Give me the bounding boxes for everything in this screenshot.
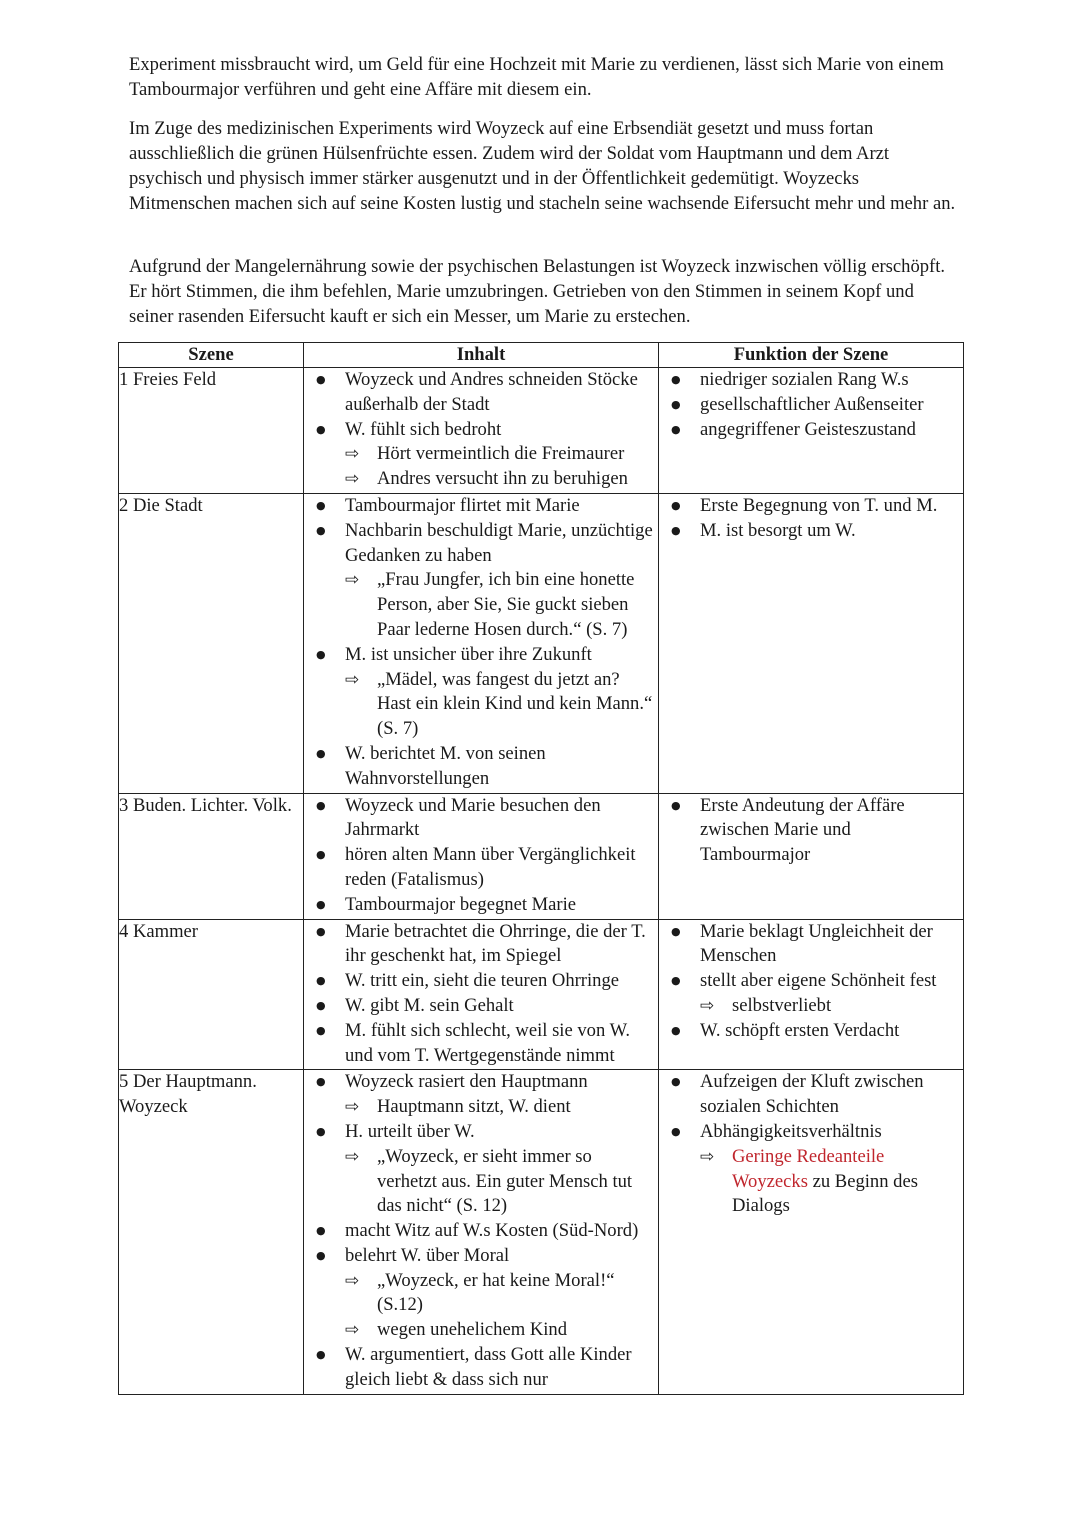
table-row bbox=[119, 493, 964, 793]
bullet-text: stellt aber eigene Schönheit fest bbox=[700, 970, 937, 992]
bullet-text: W. berichtet M. von seinen Wahnvorstellungen bbox=[345, 742, 546, 789]
list-item bbox=[316, 1343, 654, 1393]
bullet-list bbox=[304, 794, 658, 919]
list-item bbox=[671, 393, 959, 418]
bullet-list bbox=[659, 794, 963, 869]
bullet-text: Erste Andeutung der Affäre zwischen Marie und Tambourmajor bbox=[700, 794, 905, 866]
bullet-text: Woyzeck und Andres schneiden Stöcke außerhalb der Stadt bbox=[345, 369, 638, 415]
list-item bbox=[316, 368, 654, 418]
table-row bbox=[119, 919, 964, 1070]
bullet-text: Marie beklagt Ungleichheit der Menschen bbox=[700, 920, 933, 967]
bullet-list bbox=[659, 920, 963, 1045]
list-item bbox=[316, 494, 654, 519]
content-cell bbox=[304, 919, 659, 1070]
list-item bbox=[671, 920, 959, 970]
arrow-text: „Frau Jungfer, ich bin eine honette Person, aber Sie, Sie guckt sieben Paar lederne Hosen durch.“ (S. 7) bbox=[377, 569, 635, 640]
highlighted-text: Geringe Redeanteile Woyzecks bbox=[732, 1145, 885, 1192]
arrow-list bbox=[345, 568, 654, 642]
bullet-text: Woyzeck und Marie besuchen den Jahrmarkt bbox=[345, 794, 601, 841]
arrow-list bbox=[345, 442, 654, 492]
table-row bbox=[119, 793, 964, 919]
scene-cell: 3 Buden. Lichter. Volk. bbox=[119, 793, 304, 919]
arrow-item bbox=[345, 467, 654, 492]
bullet-text: Nachbarin beschuldigt Marie, unzüchtige Gedanken zu haben bbox=[345, 519, 653, 566]
list-item bbox=[316, 893, 654, 918]
scene-cell: 5 Der Hauptmann. Woyzeck bbox=[119, 1070, 304, 1394]
content-cell bbox=[304, 1070, 659, 1394]
bullet-list bbox=[304, 494, 658, 793]
bullet-text: macht Witz auf W.s Kosten (Süd-Nord) bbox=[345, 1220, 639, 1242]
bullet-text: Tambourmajor flirtet mit Marie bbox=[345, 494, 580, 516]
bullet-text: M. fühlt sich schlecht, weil sie von W. und vom T. Wertgegenstände nimmt bbox=[345, 1019, 631, 1066]
list-item bbox=[316, 994, 654, 1019]
arrow-text: „Woyzeck, er sieht immer so verhetzt aus. Ein guter Mensch tut das nicht“ (S. 12) bbox=[377, 1145, 633, 1217]
arrow-list bbox=[700, 994, 959, 1019]
bullet-list bbox=[659, 494, 963, 545]
list-item bbox=[316, 643, 654, 742]
bullet-text: H. urteilt über W. bbox=[345, 1120, 475, 1142]
list-item bbox=[316, 1019, 654, 1069]
list-item bbox=[671, 519, 959, 544]
table-body bbox=[119, 368, 964, 1395]
header-function: Funktion der Szene bbox=[659, 343, 964, 368]
intro-paragraph-2: Im Zuge des medizinischen Experiments wird Woyzeck auf eine Erbsendiät gesetzt und muss fortan ausschließlich die grünen Hülsenfrüchte essen. Zudem wird der Soldat vom Hauptmann und dem Arzt psychisch und physisch immer stärker ausgenutzt und in der Öffentlichkeit gedemütigt. Woyzecks Mitmenschen machen sich auf seine Kosten lustig und stacheln seine wachsende Eifersucht mehr und mehr an. bbox=[129, 118, 956, 214]
list-item bbox=[671, 1070, 959, 1120]
scene-cell: 1 Freies Feld bbox=[119, 368, 304, 494]
bullet-list bbox=[304, 1070, 658, 1393]
list-item bbox=[671, 794, 959, 868]
arrow-list bbox=[345, 668, 654, 742]
table-row bbox=[119, 368, 964, 494]
content-cell bbox=[304, 793, 659, 919]
arrow-list bbox=[345, 1145, 654, 1219]
bullet-text: hören alten Mann über Vergänglichkeit reden (Fatalismus) bbox=[345, 844, 636, 890]
bullet-text: W. argumentiert, dass Gott alle Kinder gleich liebt & dass sich nur bbox=[345, 1344, 632, 1390]
bullet-text: Woyzeck rasiert den Hauptmann bbox=[345, 1071, 588, 1093]
list-item bbox=[316, 418, 654, 492]
bullet-list bbox=[304, 920, 658, 1070]
bullet-list bbox=[659, 368, 963, 443]
list-item bbox=[316, 742, 654, 792]
bullet-text: belehrt W. über Moral bbox=[345, 1244, 510, 1266]
bullet-list bbox=[304, 368, 658, 493]
arrow-item bbox=[345, 1318, 654, 1343]
list-item bbox=[316, 519, 654, 643]
list-item bbox=[316, 843, 654, 893]
list-item bbox=[316, 920, 654, 970]
arrow-text: zu Beginn des Dialogs bbox=[732, 1170, 918, 1217]
arrow-item bbox=[345, 442, 654, 467]
bullet-text: Abhängigkeitsverhältnis bbox=[700, 1120, 882, 1142]
function-cell bbox=[659, 368, 964, 494]
content-cell bbox=[304, 368, 659, 494]
bullet-list bbox=[659, 1070, 963, 1220]
function-cell bbox=[659, 793, 964, 919]
header-scene: Szene bbox=[119, 343, 304, 368]
arrow-list bbox=[345, 1095, 654, 1120]
arrow-item bbox=[345, 1095, 654, 1120]
bullet-text: Marie betrachtet die Ohrringe, die der T. ihr geschenkt hat, im Spiegel bbox=[345, 920, 646, 967]
function-cell bbox=[659, 1070, 964, 1394]
list-item bbox=[316, 1219, 654, 1244]
list-item bbox=[671, 494, 959, 519]
arrow-text: selbstverliebt bbox=[732, 994, 832, 1016]
arrow-text: Hört vermeintlich die Freimaurer bbox=[377, 443, 625, 465]
arrow-text: wegen unehelichem Kind bbox=[377, 1319, 568, 1341]
bullet-text: Tambourmajor begegnet Marie bbox=[345, 893, 577, 915]
list-item bbox=[316, 969, 654, 994]
arrow-item bbox=[345, 1145, 654, 1219]
bullet-text: W. gibt M. sein Gehalt bbox=[345, 994, 514, 1016]
bullet-text: niedriger sozialen Rang W.s bbox=[700, 369, 909, 390]
content-cell bbox=[304, 493, 659, 793]
arrow-text: Hauptmann sitzt, W. dient bbox=[377, 1096, 571, 1118]
arrow-item bbox=[345, 1269, 654, 1319]
list-item bbox=[671, 418, 959, 443]
table-header-row bbox=[119, 343, 964, 368]
list-item bbox=[316, 794, 654, 844]
arrow-item bbox=[345, 668, 654, 742]
arrow-text: Andres versucht ihn zu beruhigen bbox=[377, 468, 628, 490]
arrow-list bbox=[700, 1145, 959, 1219]
list-item bbox=[316, 1070, 654, 1120]
intro-paragraph-3: Aufgrund der Mangelernährung sowie der psychischen Belastungen ist Woyzeck inzwischen völlig erschöpft. Er hört Stimmen, die ihm befehlen, Marie umzubringen. Getrieben von den Stimmen in seinem Kopf und seiner rasenden Eifersucht kauft er sich ein Messer, um Marie zu erstechen. bbox=[129, 256, 946, 327]
list-item bbox=[671, 1120, 959, 1219]
bullet-text: Erste Begegnung von T. und M. bbox=[700, 494, 938, 516]
bullet-text: W. tritt ein, sieht die teuren Ohrringe bbox=[345, 970, 620, 992]
function-cell bbox=[659, 493, 964, 793]
list-item bbox=[316, 1244, 654, 1343]
list-item bbox=[671, 368, 959, 393]
bullet-text: Aufzeigen der Kluft zwischen sozialen Schichten bbox=[700, 1071, 924, 1118]
scene-table bbox=[118, 342, 964, 1395]
bullet-text: M. ist besorgt um W. bbox=[700, 519, 856, 541]
scene-cell: 2 Die Stadt bbox=[119, 493, 304, 793]
bullet-text: W. schöpft ersten Verdacht bbox=[700, 1019, 900, 1041]
arrow-item bbox=[700, 1145, 959, 1219]
table-row bbox=[119, 1070, 964, 1394]
list-item bbox=[671, 1019, 959, 1044]
bullet-text: W. fühlt sich bedroht bbox=[345, 418, 502, 440]
list-item bbox=[671, 969, 959, 1019]
list-item bbox=[316, 1120, 654, 1219]
bullet-text: gesellschaftlicher Außenseiter bbox=[700, 393, 924, 415]
arrow-list bbox=[345, 1269, 654, 1343]
arrow-item bbox=[700, 994, 959, 1019]
scene-cell: 4 Kammer bbox=[119, 919, 304, 1070]
function-cell bbox=[659, 919, 964, 1070]
arrow-text: „Woyzeck, er hat keine Moral!“ (S.12) bbox=[377, 1269, 615, 1316]
header-content: Inhalt bbox=[304, 343, 659, 368]
bullet-text: angegriffener Geisteszustand bbox=[700, 418, 916, 440]
bullet-text: M. ist unsicher über ihre Zukunft bbox=[345, 643, 592, 665]
arrow-text: „Mädel, was fangest du jetzt an? Hast ein klein Kind und kein Mann.“ (S. 7) bbox=[377, 668, 653, 740]
intro-paragraph-1: Experiment missbraucht wird, um Geld für eine Hochzeit mit Marie zu verdienen, lässt sich Marie von einem Tambourmajor verführen und geht eine Affäre mit diesem ein. bbox=[129, 54, 944, 100]
arrow-item bbox=[345, 568, 654, 642]
